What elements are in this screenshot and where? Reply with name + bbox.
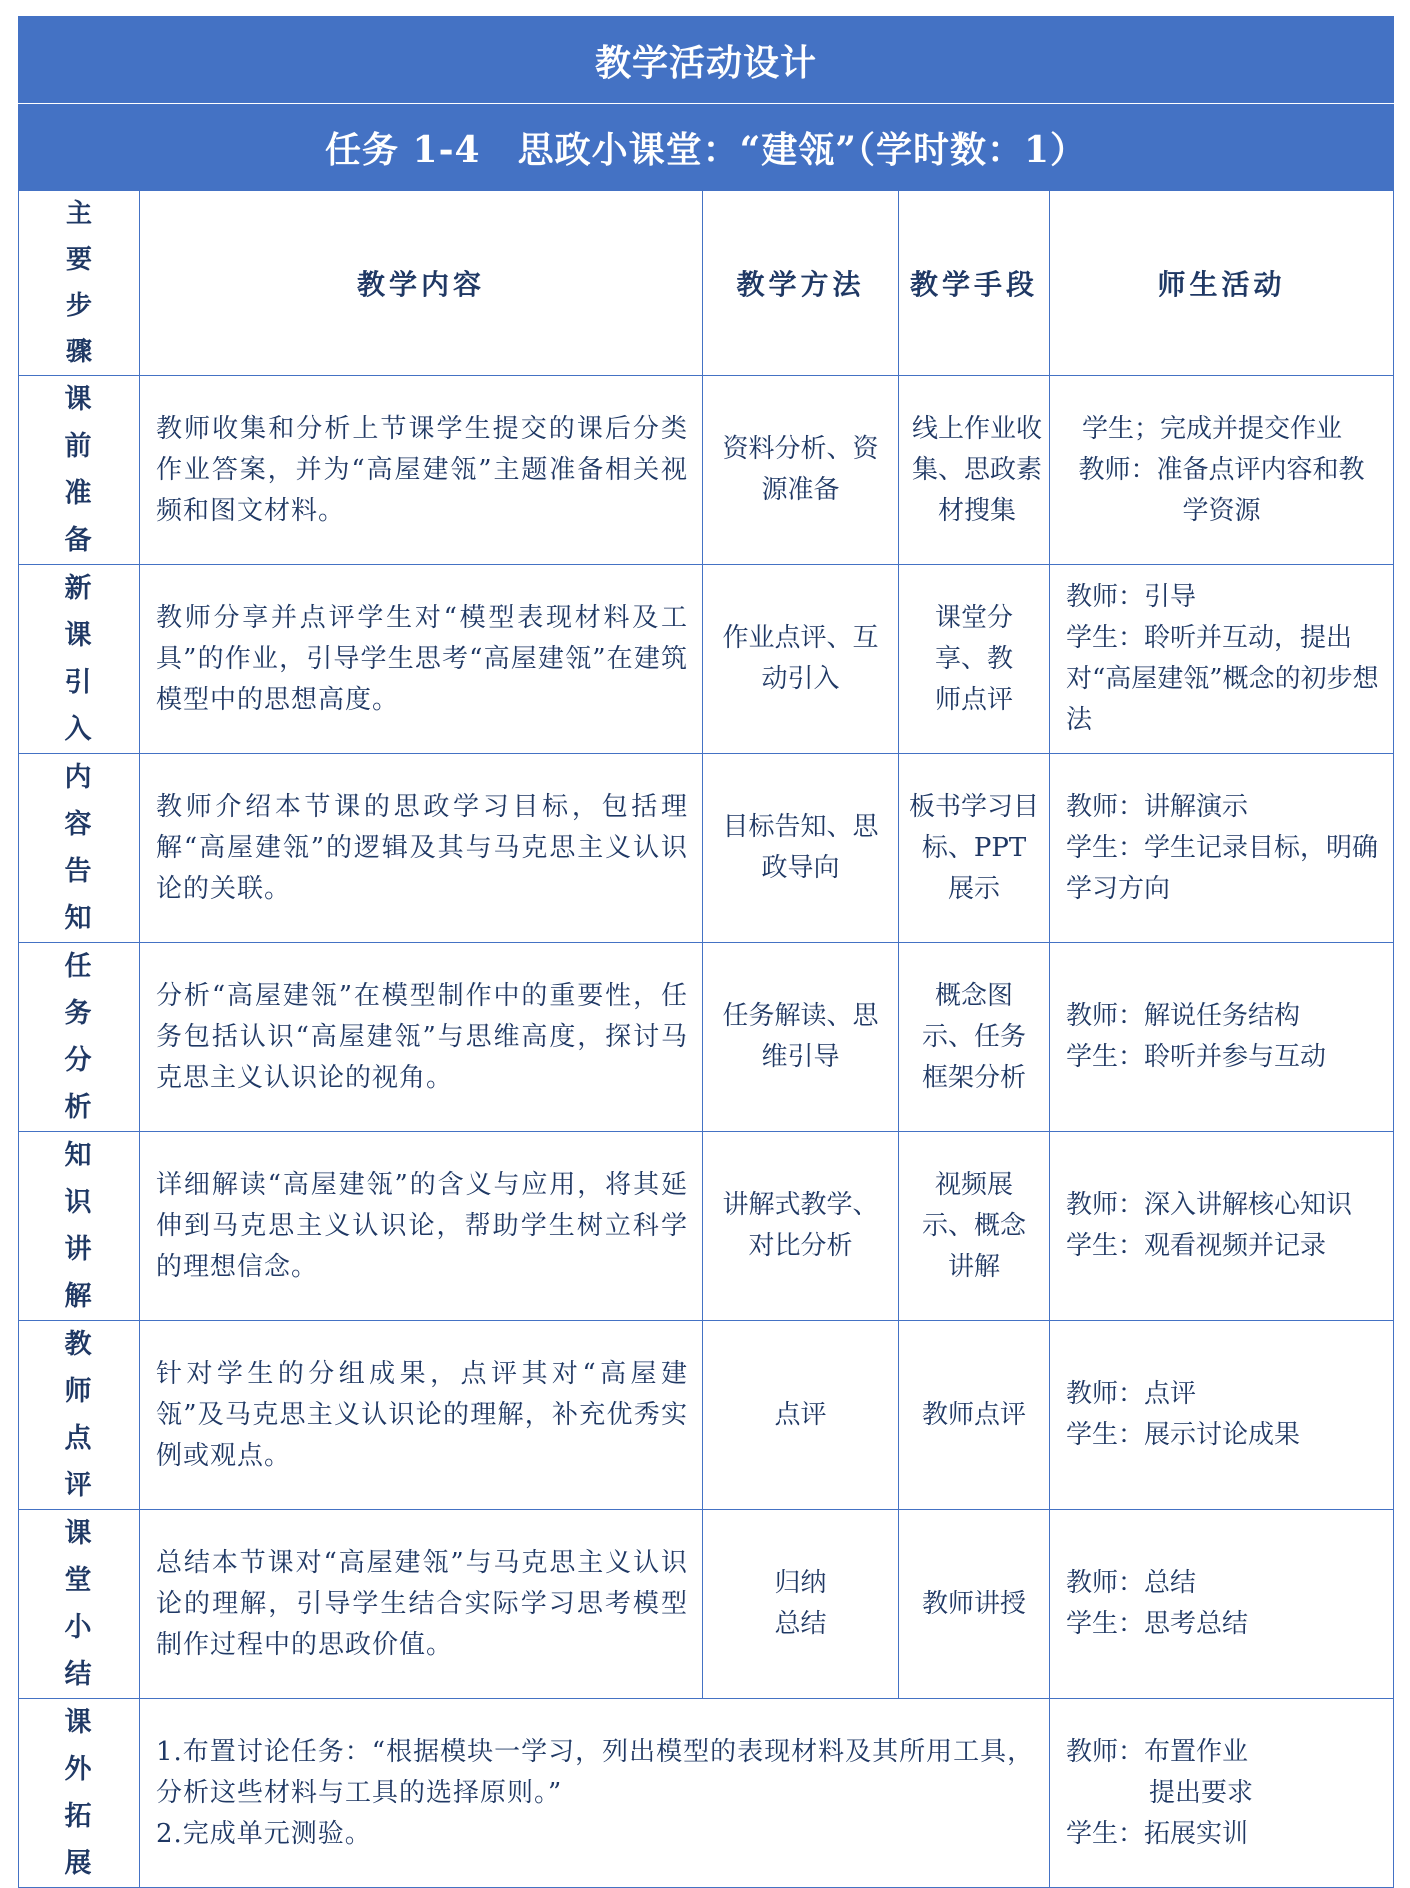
content-cell: 分析“高屋建瓴”在模型制作中的重要性，任务包括认识“高屋建瓴”与思维高度，探讨马克思主义认识论的视角。 <box>140 943 703 1132</box>
means-cell: 概念图示、任务框架分析 <box>899 943 1050 1132</box>
means-cell: 视频展示、概念讲解 <box>899 1132 1050 1321</box>
activity-line: 教师：解说任务结构 <box>1066 1001 1301 1031</box>
method-cell: 归纳总结 <box>703 1510 899 1699</box>
header-method: 教学方法 <box>703 191 899 376</box>
means-cell: 板书学习目标、PPT展示 <box>899 754 1050 943</box>
table-title: 教学活动设计 <box>19 17 1394 104</box>
header-activity: 师生活动 <box>1050 191 1394 376</box>
activity-line: 学生；完成并提交作业 <box>1082 413 1343 444</box>
means-cell: 教师讲授 <box>899 1510 1050 1699</box>
activity-line: 教师：引导 <box>1066 582 1197 612</box>
step-cell: 课堂小结 <box>19 1510 140 1699</box>
activity-design-table <box>18 16 1394 1888</box>
activity-line: 教师：点评 <box>1066 1379 1197 1409</box>
step-cell: 课前准备 <box>19 376 140 565</box>
activity-line: 教师：准备点评内容和教学资源 <box>1078 454 1365 526</box>
table-row <box>19 376 1394 565</box>
activity-cell <box>1050 943 1394 1132</box>
activity-line: 学生：聆听并参与互动 <box>1066 1042 1327 1072</box>
content-cell: 总结本节课对“高屋建瓴”与马克思主义认识论的理解，引导学生结合实际学习思考模型制作过程中的思政价值。 <box>140 1510 703 1699</box>
activity-cell <box>1050 565 1394 754</box>
content-cell: 详细解读“高屋建瓴”的含义与应用，将其延伸到马克思主义认识论，帮助学生树立科学的理想信念。 <box>140 1132 703 1321</box>
method-cell: 目标告知、思政导向 <box>703 754 899 943</box>
activity-line: 学生：观看视频并记录 <box>1066 1231 1327 1261</box>
activity-cell <box>1050 1699 1394 1888</box>
means-cell: 教师点评 <box>899 1321 1050 1510</box>
extension-content-cell <box>140 1699 1050 1888</box>
table-row <box>19 565 1394 754</box>
table-row <box>19 1321 1394 1510</box>
method-cell: 作业点评、互动引入 <box>703 565 899 754</box>
table-row <box>19 1132 1394 1321</box>
activity-line: 教师：深入讲解核心知识 <box>1066 1190 1353 1220</box>
activity-line: 学生：思考总结 <box>1066 1609 1249 1639</box>
step-cell: 内容告知 <box>19 754 140 943</box>
method-cell: 讲解式教学、对比分析 <box>703 1132 899 1321</box>
activity-line: 学生：聆听并互动，提出对“高屋建瓴”概念的初步想法 <box>1066 623 1379 735</box>
content-cell: 教师分享并点评学生对“模型表现材料及工具”的作业，引导学生思考“高屋建瓴”在建筑模型中的思想高度。 <box>140 565 703 754</box>
lesson-plan <box>18 16 1393 1888</box>
step-cell: 教师点评 <box>19 1321 140 1510</box>
header-means: 教学手段 <box>899 191 1050 376</box>
task-title: 任务 1-4 思政小课堂：“建瓴”（学时数：1） <box>19 104 1394 191</box>
activity-cell <box>1050 1510 1394 1699</box>
activity-line: 教师：布置作业 <box>1066 1736 1249 1767</box>
activity-cell <box>1050 754 1394 943</box>
activity-line: 学生：展示讨论成果 <box>1066 1420 1301 1450</box>
method-cell: 点评 <box>703 1321 899 1510</box>
step-cell: 知识讲解 <box>19 1132 140 1321</box>
header-content: 教学内容 <box>140 191 703 376</box>
activity-line: 教师：总结 <box>1066 1568 1197 1598</box>
activity-cell <box>1050 376 1394 565</box>
step-cell: 新课引入 <box>19 565 140 754</box>
activity-line: 教师：讲解演示 <box>1066 791 1249 822</box>
method-cell: 任务解读、思维引导 <box>703 943 899 1132</box>
activity-cell <box>1050 1132 1394 1321</box>
extension-item: 2.完成单元测验。 <box>156 1818 372 1849</box>
table-row-extension <box>19 1699 1394 1888</box>
header-step: 主要步骤 <box>19 191 140 376</box>
step-cell: 任务分析 <box>19 943 140 1132</box>
activity-line: 学生：拓展实训 <box>1066 1818 1249 1849</box>
step-cell: 课外拓展 <box>19 1699 140 1888</box>
content-cell: 教师收集和分析上节课学生提交的课后分类作业答案，并为“高屋建瓴”主题准备相关视频和图文材料。 <box>140 376 703 565</box>
activity-line: 学生：学生记录目标，明确学习方向 <box>1066 832 1379 904</box>
method-cell: 资料分析、资源准备 <box>703 376 899 565</box>
table-row <box>19 943 1394 1132</box>
activity-line: 提出要求 <box>1149 1777 1254 1808</box>
content-cell: 教师介绍本节课的思政学习目标，包括理解“高屋建瓴”的逻辑及其与马克思主义认识论的关联。 <box>140 754 703 943</box>
table-row <box>19 1510 1394 1699</box>
content-cell: 针对学生的分组成果，点评其对“高屋建瓴”及马克思主义认识论的理解，补充优秀实例或观点。 <box>140 1321 703 1510</box>
means-cell: 课堂分享、教师点评 <box>899 565 1050 754</box>
extension-item: 1.布置讨论任务：“根据模块一学习，列出模型的表现材料及其所用工具，分析这些材料与工具的选择原则。” <box>156 1736 1035 1808</box>
activity-cell <box>1050 1321 1394 1510</box>
table-row <box>19 754 1394 943</box>
means-cell: 线上作业收集、思政素材搜集 <box>899 376 1050 565</box>
